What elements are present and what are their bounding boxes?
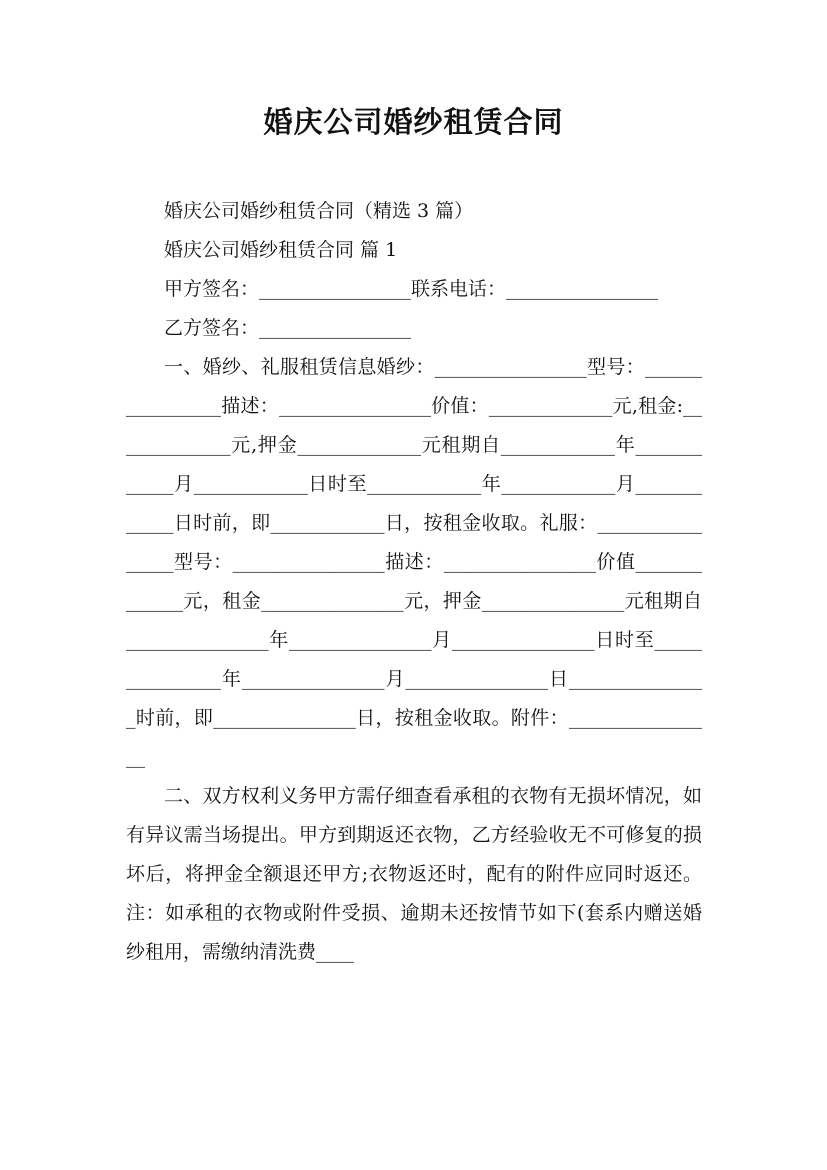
document-body	[126, 192, 702, 972]
document-subtitle: 婚庆公司婚纱租赁合同（精选 3 篇）	[164, 200, 474, 222]
paragraph-party-b-signature: 乙方签名：________________	[164, 317, 412, 339]
paragraph-party-a-signature: 甲方签名：________________联系电话：________________	[164, 278, 659, 300]
paragraph-rental-info: 一、婚纱、礼服租赁信息婚纱：________________型号：________________描述：________________价值：_____________元,租金:_____________元,押金_____________元租期自____________年____________月____________日时至____________年____________月____________日时前，即____________日，按租金收取。礼服：________________型号：________________描述：________________价值_____________元，租金_______________元，押金_______________元租期自_______________年_______________月_______________日时至_______________年_______________月_______________日_______________时前，即_______________日，按租金收取。附件：________________	[126, 356, 702, 768]
document-title: 婚庆公司婚纱租赁合同	[263, 105, 564, 139]
section-heading: 婚庆公司婚纱租赁合同 篇 1	[164, 239, 398, 261]
paragraph-rights-obligations: 二、双方权利义务甲方需仔细查看承租的衣物有无损坏情况，如有异议需当场提出。甲方到期返还衣物，乙方经验收无不可修复的损坏后，将押金全额退还甲方;衣物返还时，配有的附件应同时返还。注：如承租的衣物或附件受损、逾期未还按情节如下(套系内赠送婚纱租用，需缴纳清洗费____	[126, 785, 702, 963]
